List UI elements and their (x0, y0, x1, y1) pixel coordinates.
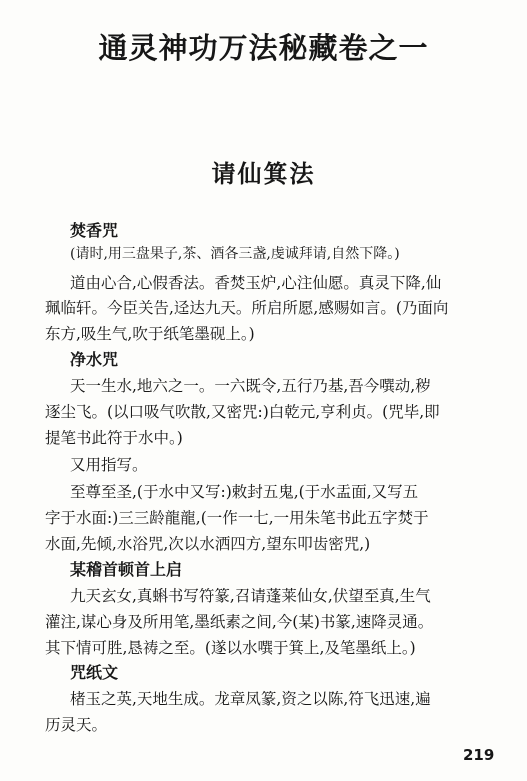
text-line: 逐尘飞。(以口吸气吹散,又密咒:)白乾元,亨利贞。(咒毕,即 (45, 403, 440, 421)
text-line: 其下情可胜,恳祷之至。(遂以水噀于箕上,及笔墨纸上。) (45, 639, 416, 657)
text-line: 历灵天。 (45, 716, 108, 734)
text-line: (请时,用三盘果子,茶、酒各三盏,虔诚拜请,自然下降。) (70, 246, 400, 262)
text-line: 水面,先倾,水浴咒,次以水洒四方,望东叩齿密咒,) (45, 535, 371, 553)
heading-incense-incantation: 焚香咒 (70, 221, 119, 240)
text-line: 提笔书此符于水中。) (45, 429, 183, 447)
text-line: 又用指写。 (70, 456, 148, 474)
book-title: 通灵神功万法秘藏卷之一 (98, 31, 429, 65)
text-line: 珮临轩。今臣关告,迳达九天。所启所愿,感赐如言。(乃面向 (45, 299, 449, 317)
text-line: 至尊至圣,(于水中又写:)敕封五鬼,(于水盂面,又写五 (70, 483, 419, 501)
page-number: 219 (463, 746, 495, 764)
section-title: 请仙箕法 (211, 160, 316, 188)
heading-kowtow-invocation: 某稽首顿首上启 (70, 560, 183, 579)
text-line: 字于水面:)三三龄龍龍,(一作一七,一用朱笔书此五字焚于 (45, 509, 429, 527)
text-line: 楮玉之英,天地生成。龙章凤篆,资之以陈,符飞迅速,遍 (70, 690, 431, 708)
text-line: 九天玄女,真蝌书写符篆,召请蓬莱仙女,伏望至真,生气 (70, 587, 431, 605)
text-line: 天一生水,地六之一。一六既令,五行乃基,吾今噀动,秽 (70, 377, 431, 395)
text-line: 道由心合,心假香法。香焚玉炉,心注仙愿。真灵下降,仙 (70, 274, 442, 292)
text-line: 东方,吸生气,吹于纸笔墨砚上。) (45, 325, 255, 343)
heading-water-incantation: 净水咒 (70, 350, 119, 369)
heading-paper-incantation: 咒纸文 (70, 663, 119, 682)
text-line: 灌注,谋心身及所用笔,墨纸素之间,今(某)书篆,速降灵通。 (45, 613, 434, 631)
